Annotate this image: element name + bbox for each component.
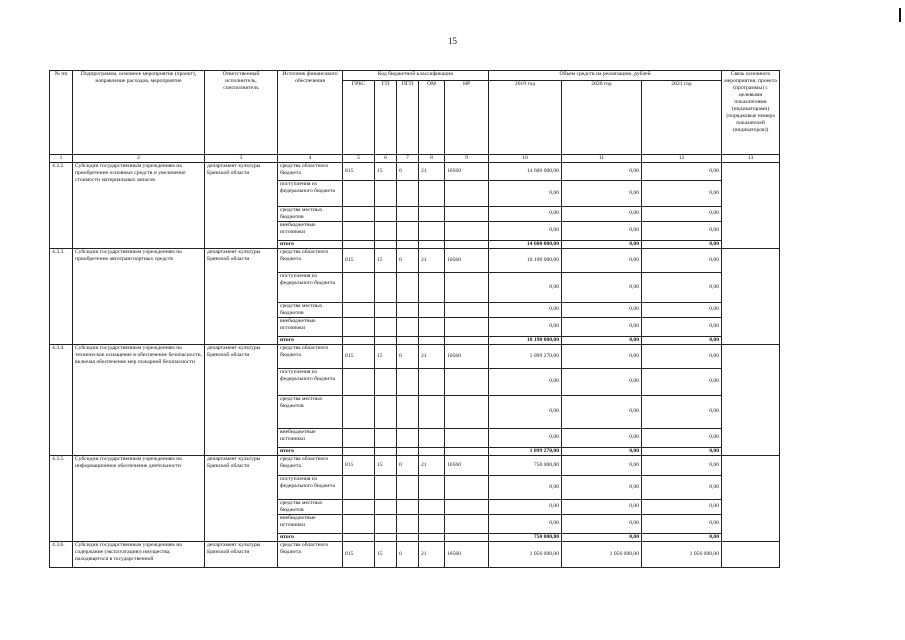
amount-cell: 0,00 [642,395,722,428]
code-np: 10560 [445,455,489,475]
code-empty [375,533,397,541]
code-empty [375,272,397,302]
colnum: 13 [722,155,780,163]
amount-cell: 1 056 000,00 [642,541,722,567]
amount-cell: 1 099 270,00 [489,344,562,368]
code-grbs: 815 [343,344,375,368]
code-empty [375,475,397,499]
amount-cell: 0,00 [489,302,562,317]
amount-cell: 0,00 [489,207,562,222]
source-label: поступления из федерального бюджета [278,475,343,499]
amount-cell: 0,00 [642,240,722,248]
amount-cell: 10 190 000,00 [489,336,562,344]
code-empty [419,533,445,541]
code-grbs: 815 [343,541,375,567]
amount-cell: 0,00 [642,207,722,222]
amount-cell: 0,00 [489,395,562,428]
code-empty [375,368,397,395]
amount-cell: 0,00 [642,455,722,475]
source-label: средства местных бюджетов [278,395,343,428]
measure-name: Субсидии государственным учреждениям на приобретение основных средств и увеличение стоимости материальных запасов [73,163,205,249]
code-np: 10560 [445,248,489,272]
code-empty [419,240,445,248]
amount-cell: 10 190 000,00 [489,248,562,272]
code-empty [375,207,397,222]
code-empty [397,181,419,207]
amount-cell: 0,00 [562,428,642,447]
amount-cell: 0,00 [562,207,642,222]
code-empty [397,207,419,222]
colnum: 8 [419,155,445,163]
amount-cell: 0,00 [489,317,562,336]
source-label: итого [278,533,343,541]
code-gp: 15 [375,163,397,181]
source-label: внебюджетные источники [278,221,343,240]
measure-name: Субсидии государственным учреждениям на приобретение автотранспортных средств [73,248,205,344]
code-pgp: 0 [397,248,419,272]
code-empty [445,302,489,317]
code-empty [445,368,489,395]
budget-table [49,70,780,568]
code-empty [375,336,397,344]
code-empty [397,395,419,428]
code-empty [343,302,375,317]
table-row [50,455,780,475]
code-om: 21 [419,248,445,272]
amount-cell: 0,00 [562,499,642,514]
colnum: 10 [489,155,562,163]
amount-cell: 0,00 [642,475,722,499]
header-source: Источник финансового обеспечения [278,71,343,155]
amount-cell: 0,00 [642,447,722,455]
code-empty [419,181,445,207]
source-label: средства областного бюджета [278,455,343,475]
code-empty [419,336,445,344]
source-label: внебюджетные источники [278,428,343,447]
source-label: поступления из федерального бюджета [278,181,343,207]
executor-name: департамент культуры Брянской области [205,541,278,567]
code-empty [419,514,445,533]
header-pgp: ПГП [397,81,419,155]
table-body [50,163,780,568]
amount-cell: 0,00 [562,344,642,368]
table-row [50,248,780,272]
code-empty [343,499,375,514]
colnum: 5 [343,155,375,163]
table-row [50,541,780,567]
amount-cell: 0,00 [562,248,642,272]
code-gp: 15 [375,344,397,368]
code-empty [343,428,375,447]
code-empty [397,533,419,541]
amount-cell: 0,00 [642,336,722,344]
amount-cell: 0,00 [562,221,642,240]
amount-cell: 0,00 [642,428,722,447]
amount-cell: 0,00 [562,514,642,533]
code-empty [397,475,419,499]
code-empty [375,395,397,428]
code-pgp: 0 [397,455,419,475]
header-num: № пп [50,71,73,155]
code-empty [397,514,419,533]
source-label: поступления из федерального бюджета [278,272,343,302]
code-empty [445,207,489,222]
row-number: 4.3.5. [50,455,73,541]
amount-cell: 0,00 [562,447,642,455]
amount-cell: 0,00 [562,395,642,428]
amount-cell: 0,00 [489,181,562,207]
code-empty [397,240,419,248]
header-2020: 2020 год [562,81,642,155]
code-empty [375,428,397,447]
table-row [50,344,780,368]
source-label: итого [278,336,343,344]
header-np: НР [445,81,489,155]
code-empty [419,428,445,447]
code-om: 21 [419,455,445,475]
header-2019: 2019 год [489,81,562,155]
amount-cell: 0,00 [642,317,722,336]
code-np: 10560 [445,163,489,181]
row-number: 4.3.2. [50,163,73,249]
source-label: внебюджетные источники [278,317,343,336]
code-empty [445,181,489,207]
source-label: итого [278,447,343,455]
code-empty [419,499,445,514]
table-row [50,163,780,181]
code-empty [375,181,397,207]
colnum: 6 [375,155,397,163]
code-empty [343,533,375,541]
amount-cell: 0,00 [489,475,562,499]
code-empty [445,240,489,248]
colnum: 4 [278,155,343,163]
amount-cell: 0,00 [562,302,642,317]
amount-cell: 0,00 [562,533,642,541]
code-empty [419,368,445,395]
page-number: 15 [448,36,457,46]
code-grbs: 815 [343,248,375,272]
source-label: внебюджетные источники [278,514,343,533]
colnum: 9 [445,155,489,163]
executor-name: департамент культуры Брянской области [205,344,278,455]
indicator-link-cell [722,248,780,344]
amount-cell: 0,00 [562,368,642,395]
source-label: средства местных бюджетов [278,302,343,317]
code-empty [445,336,489,344]
amount-cell: 0,00 [489,221,562,240]
colnum: 12 [642,155,722,163]
code-empty [419,302,445,317]
code-empty [445,533,489,541]
scan-edge-mark [899,8,901,22]
code-empty [397,272,419,302]
code-empty [445,499,489,514]
source-label: средства местных бюджетов [278,207,343,222]
amount-cell: 0,00 [562,455,642,475]
amount-cell: 750 000,00 [489,533,562,541]
code-np: 10560 [445,541,489,567]
code-np: 10560 [445,344,489,368]
header-budget-code: Код бюджетной классификации [343,71,489,81]
code-pgp: 0 [397,541,419,567]
code-gp: 15 [375,248,397,272]
code-empty [445,428,489,447]
measure-name: Субсидии государственным учреждениям на информационное обеспечение деятельности [73,455,205,541]
code-grbs: 815 [343,163,375,181]
amount-cell: 0,00 [642,533,722,541]
amount-cell: 0,00 [562,317,642,336]
header-link: Связь основного мероприятия, проекта (программы) с целевыми показателями (индикаторами) (порядковые номера показателей (индикаторов)) [722,71,780,155]
amount-cell: 0,00 [489,368,562,395]
indicator-link-cell [722,163,780,249]
row-number: 4.3.6. [50,541,73,567]
code-empty [397,428,419,447]
colnum: 7 [397,155,419,163]
code-grbs: 815 [343,455,375,475]
code-pgp: 0 [397,163,419,181]
code-empty [375,302,397,317]
code-empty [397,221,419,240]
code-empty [375,221,397,240]
source-label: средства местных бюджетов [278,499,343,514]
header-program: Подпрограмма, основное мероприятие (проект), направление расходов, мероприятие [73,71,205,155]
colnum: 11 [562,155,642,163]
amount-cell: 0,00 [642,514,722,533]
header-gp: ГП [375,81,397,155]
amount-cell: 750 000,00 [489,455,562,475]
colnum: 3 [205,155,278,163]
indicator-link-cell [722,541,780,567]
amount-cell: 1 056 000,00 [489,541,562,567]
amount-cell: 0,00 [489,499,562,514]
source-label: поступления из федерального бюджета [278,368,343,395]
amount-cell: 0,00 [642,163,722,181]
source-label: средства областного бюджета [278,344,343,368]
amount-cell: 0,00 [642,344,722,368]
code-empty [343,221,375,240]
code-empty [397,447,419,455]
measure-name: Субсидии государственным учреждениям на техническое оснащение в обеспечение безопасности, включая обеспечение мер пожарной безопасности [73,344,205,455]
amount-cell: 1 056 000,00 [562,541,642,567]
executor-name: департамент культуры Брянской области [205,455,278,541]
source-label: средства областного бюджета [278,248,343,272]
measure-name: Субсидии государственным учреждениям на содержание (эксплуатацию) имущества, находящегося в государственной [73,541,205,567]
amount-cell: 0,00 [562,163,642,181]
amount-cell: 0,00 [642,248,722,272]
amount-cell: 0,00 [562,181,642,207]
code-gp: 15 [375,455,397,475]
code-empty [343,368,375,395]
code-empty [343,514,375,533]
source-label: итого [278,240,343,248]
code-empty [343,181,375,207]
code-om: 21 [419,541,445,567]
code-empty [375,499,397,514]
amount-cell: 0,00 [562,272,642,302]
code-empty [419,395,445,428]
code-empty [419,272,445,302]
amount-cell: 14 600 000,00 [489,240,562,248]
code-gp: 15 [375,541,397,567]
amount-cell: 0,00 [642,368,722,395]
header-executor: Ответственный исполнитель, соисполнитель [205,71,278,155]
code-empty [343,447,375,455]
code-empty [343,207,375,222]
code-empty [445,514,489,533]
amount-cell: 0,00 [642,221,722,240]
code-om: 21 [419,344,445,368]
executor-name: департамент культуры Брянской области [205,248,278,344]
indicator-link-cell [722,344,780,455]
amount-cell: 0,00 [562,475,642,499]
amount-cell: 0,00 [642,272,722,302]
code-empty [445,475,489,499]
amount-cell: 0,00 [489,428,562,447]
header-2021: 2021 год [642,81,722,155]
code-empty [343,336,375,344]
row-number: 4.3.3. [50,248,73,344]
code-empty [343,395,375,428]
code-empty [343,240,375,248]
code-empty [375,447,397,455]
amount-cell: 0,00 [489,272,562,302]
indicator-link-cell [722,455,780,541]
code-empty [445,272,489,302]
source-label: средства областного бюджета [278,163,343,181]
header-volume: Объем средств на реализацию, рублей [489,71,722,81]
code-empty [445,447,489,455]
executor-name: департамент культуры Брянской области [205,163,278,249]
amount-cell: 14 600 000,00 [489,163,562,181]
amount-cell: 0,00 [642,302,722,317]
amount-cell: 1 099 270,00 [489,447,562,455]
code-pgp: 0 [397,344,419,368]
code-empty [419,207,445,222]
amount-cell: 0,00 [642,181,722,207]
code-empty [419,447,445,455]
code-empty [397,368,419,395]
code-empty [343,272,375,302]
code-empty [375,317,397,336]
code-empty [445,317,489,336]
amount-cell: 0,00 [562,240,642,248]
code-empty [343,475,375,499]
code-empty [397,317,419,336]
code-empty [445,395,489,428]
code-empty [419,317,445,336]
code-empty [445,221,489,240]
code-empty [397,499,419,514]
code-empty [375,240,397,248]
code-empty [397,302,419,317]
amount-cell: 0,00 [489,514,562,533]
header-grbs: ГРБС [343,81,375,155]
code-om: 21 [419,163,445,181]
header-om: ОМ [419,81,445,155]
code-empty [343,317,375,336]
source-label: средства областного бюджета [278,541,343,567]
code-empty [397,336,419,344]
row-number: 4.3.4. [50,344,73,455]
column-number-row [50,155,780,163]
code-empty [375,514,397,533]
code-empty [419,475,445,499]
amount-cell: 0,00 [642,499,722,514]
amount-cell: 0,00 [562,336,642,344]
colnum: 1 [50,155,73,163]
colnum: 2 [73,155,205,163]
code-empty [419,221,445,240]
